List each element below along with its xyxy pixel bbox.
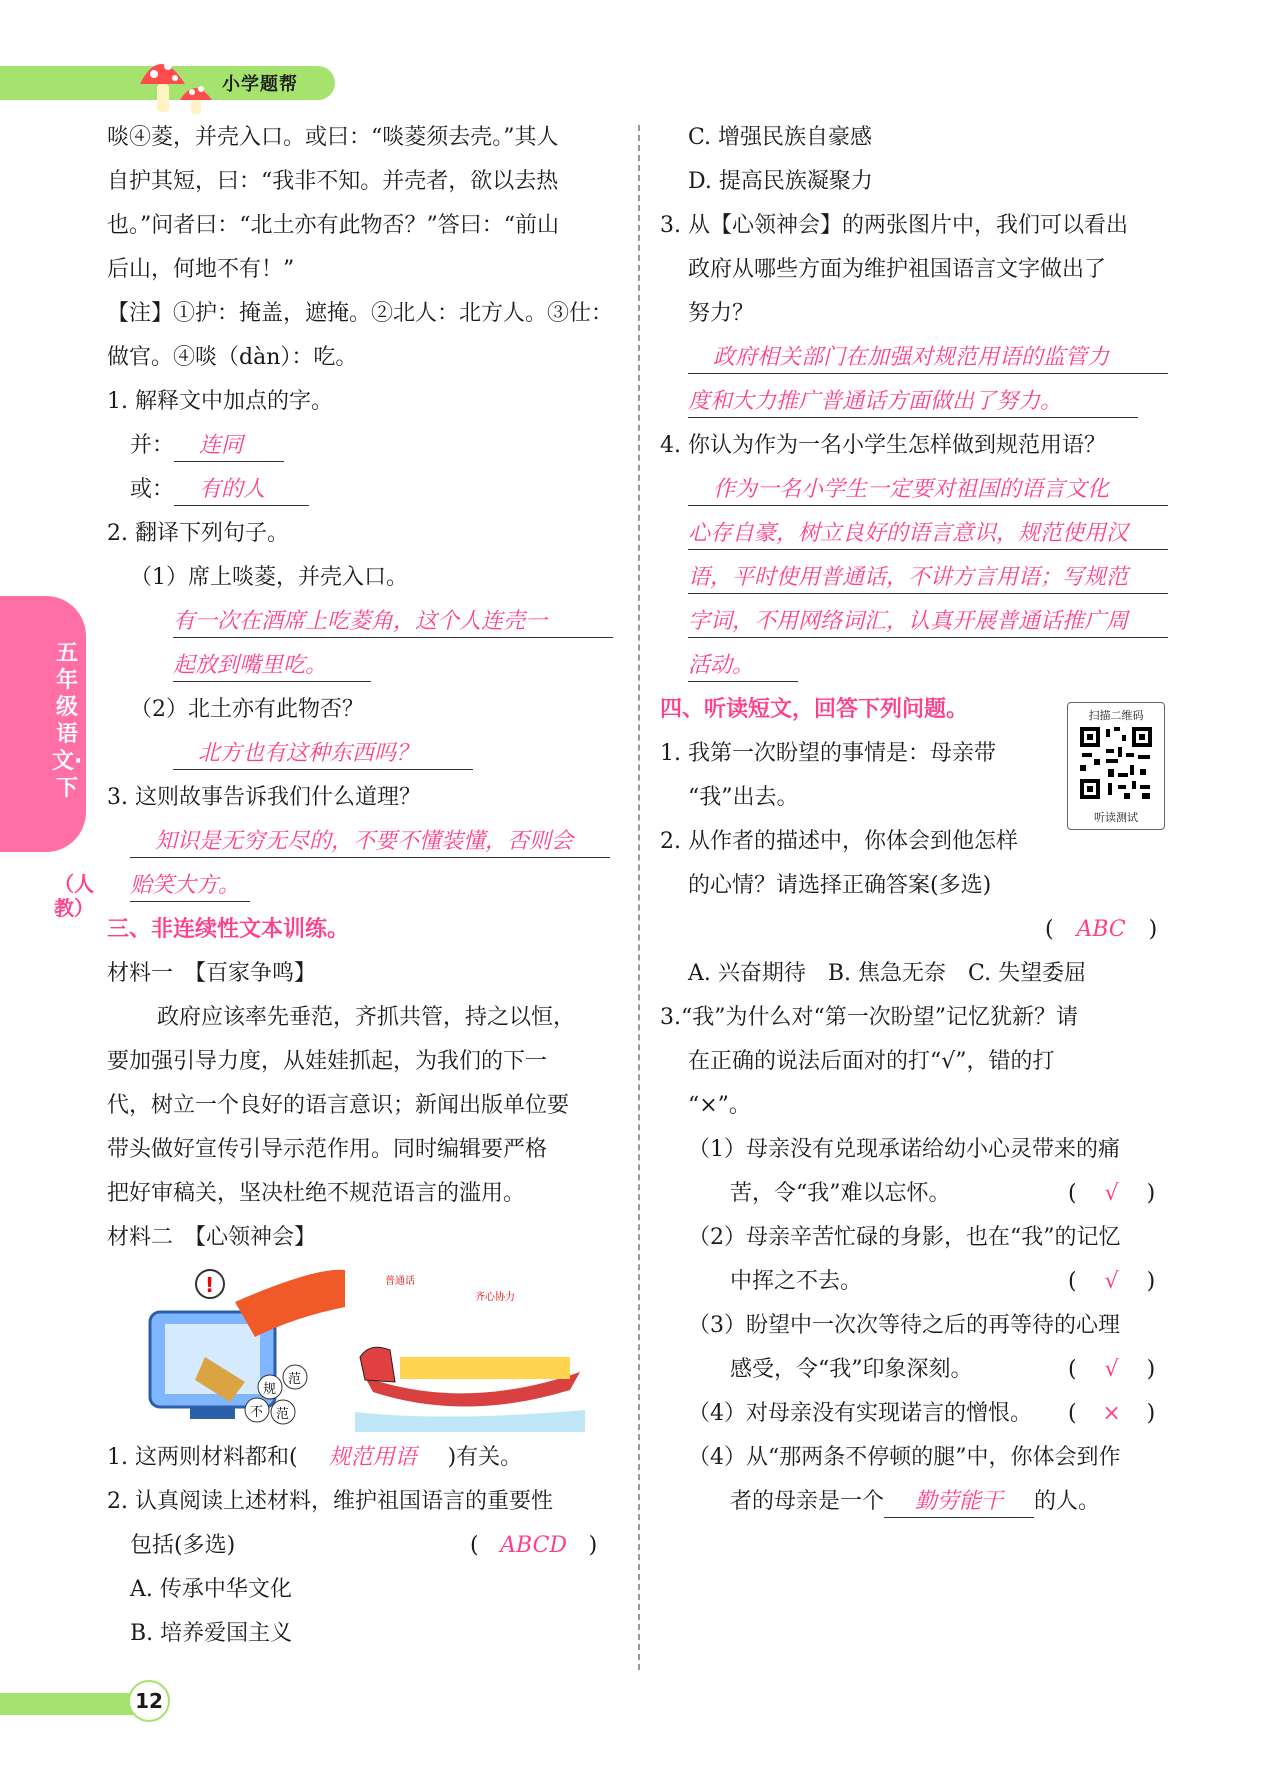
passage-line: 自护其短，曰：“我非不知。并壳者，欲以去热 — [107, 169, 559, 194]
note-line: 做官。④啖（dàn）：吃。 — [107, 345, 358, 370]
mq4-answer-line: 作为一名小学生一定要对祖国的语言文化 — [688, 475, 1168, 506]
huo-row — [130, 475, 309, 506]
judge-1-mark-row: ( √ ) — [1068, 1179, 1155, 1209]
lq3-line1: 3.“我”为什么对“第一次盼望”记忆犹新？请 — [660, 1005, 1078, 1030]
bing-row — [130, 431, 284, 462]
boat-label-2: 齐心协力 — [475, 1292, 515, 1303]
question-3-title: 3. 这则故事告诉我们什么道理？ — [107, 785, 421, 810]
answer-line — [688, 475, 1168, 506]
dragon-boat-illustration — [355, 1274, 585, 1432]
mq2-line1: 2. 认真阅读上述材料，维护祖国语言的重要性 — [107, 1489, 553, 1514]
mq1-post: )有关。 — [447, 1445, 523, 1470]
lq3-line3: “×”。 — [688, 1093, 751, 1118]
section-3-heading: 三、非连续性文本训练。 — [107, 917, 350, 942]
bing-answer: 连同 — [174, 431, 284, 462]
mq3-line3: 努力？ — [688, 301, 755, 326]
mq4-answer-line: 活动。 — [688, 651, 798, 682]
mq4-answer-line: 语，平时使用普通话，不讲方言用语；写规范 — [688, 563, 1168, 594]
judge-3-mark: √ — [1104, 1357, 1119, 1382]
material-1-line: 要加强引导力度，从娃娃抓起，为我们的下一 — [107, 1049, 548, 1074]
judge-4-mark: × — [1102, 1401, 1121, 1426]
question-1-title: 1. 解释文中加点的字。 — [107, 389, 333, 414]
boat-label-1: 普通话 — [385, 1276, 415, 1287]
answer-line — [688, 343, 1168, 374]
answer-line — [688, 607, 1168, 638]
pic-label-b: 范 — [288, 1372, 302, 1387]
pic-label-a: 规 — [263, 1382, 277, 1397]
lq1-line2: “我”出去。 — [688, 785, 799, 810]
note-line: 【注】①护：掩盖，遮掩。②北人：北方人。③仕： — [107, 301, 614, 326]
lq2-answer: ABC — [1076, 917, 1126, 942]
mq3-answer-line1: 政府相关部门在加强对规范用语的监管力 — [688, 343, 1168, 374]
qr-caption-bottom: 听读测试 — [1094, 811, 1138, 824]
lq2-line2: 的心情？请选择正确答案(多选) — [688, 873, 992, 898]
passage-line: 后山，何地不有！” — [107, 257, 295, 282]
judge-2-mark-row: ( √ ) — [1068, 1267, 1155, 1297]
mq2-option-c: C. 增强民族自豪感 — [688, 125, 873, 150]
lq4-answer: 勤劳能干 — [884, 1487, 1034, 1518]
answer-line — [688, 563, 1168, 594]
mq4-answer-line: 心存自豪，树立良好的语言意识，规范使用汉 — [688, 519, 1168, 550]
huo-answer: 有的人 — [174, 475, 309, 506]
judge-3-line2: 感受，令“我”印象深刻。 — [730, 1357, 973, 1382]
judge-2-mark: √ — [1104, 1269, 1119, 1294]
grade-label: 五年级语文·下 — [51, 641, 83, 801]
passage-line: 啖④菱，并壳入口。或曰：“啖菱须去壳。”其人 — [107, 125, 559, 150]
mq3-line2: 政府从哪些方面为维护祖国语言文字做出了 — [688, 257, 1107, 282]
sentence-2: （2）北土亦有此物否？ — [130, 697, 364, 722]
answer-line — [688, 519, 1168, 550]
mq2-line2: 包括(多选) — [130, 1533, 236, 1558]
question-2-title: 2. 翻译下列句子。 — [107, 521, 289, 546]
judge-1-mark: √ — [1104, 1181, 1119, 1206]
material-1-line: 代，树立一个良好的语言意识；新闻出版单位要 — [107, 1093, 570, 1118]
page-number: 12 — [128, 1680, 170, 1722]
translation-1-line2: 起放到嘴里吃。 — [173, 651, 371, 682]
judge-4-line1: （4）对母亲没有实现诺言的憎恨。 — [688, 1401, 1032, 1426]
lq4-pre: 者的母亲是一个 — [730, 1489, 885, 1514]
mq1-row — [107, 1443, 522, 1473]
lq4-post: 的人。 — [1034, 1489, 1101, 1514]
qr-caption-top: 扫描二维码 — [1088, 709, 1144, 722]
mq2-answer: ABCD — [500, 1533, 568, 1558]
lq4-line1: （4）从“那两条不停顿的腿”中，你体会到作 — [688, 1445, 1121, 1470]
passage-line: 也。”问者曰：“北土亦有此物否？”答曰：“前山 — [107, 213, 559, 238]
mq2-answer-row: ( ABCD ) — [470, 1531, 597, 1561]
answer-line — [173, 651, 371, 682]
answer-line — [130, 871, 250, 902]
lq4-row — [730, 1487, 1100, 1518]
huo-label: 或： — [130, 477, 175, 502]
pic-label-c: 不 — [250, 1405, 264, 1420]
brand-title: 小学题帮 — [222, 74, 298, 95]
material-1-line: 把好审稿关，坚决杜绝不规范语言的滥用。 — [107, 1181, 526, 1206]
judge-3-line1: （3）盼望中一次次等待之后的再等待的心理 — [688, 1313, 1120, 1338]
mq2-option-d: D. 提高民族凝聚力 — [688, 169, 873, 194]
lq1-line1: 1. 我第一次盼望的事情是：母亲带 — [660, 741, 996, 766]
judge-2-line1: （2）母亲辛苦忙碌的身影，也在“我”的记忆 — [688, 1225, 1121, 1250]
lq2-line1: 2. 从作者的描述中，你体会到他怎样 — [660, 829, 1018, 854]
material-1-line: 带头做好宣传引导示范作用。同时编辑要严格 — [107, 1137, 548, 1162]
translation-2: 北方也有这种东西吗？ — [173, 739, 473, 770]
moral-line1: 知识是无穷无尽的，不要不懂装懂，否则会 — [130, 827, 610, 858]
judge-1-line2: 苦，令“我”难以忘怀。 — [730, 1181, 951, 1206]
mq3-answer-line2: 度和大力推广普通话方面做出了努力。 — [688, 387, 1138, 418]
material-1-title: 材料一 【百家争鸣】 — [107, 961, 317, 986]
mq1-answer: 规范用语 — [328, 1445, 417, 1470]
bing-label: 并： — [130, 433, 175, 458]
monitor-broom-illustration — [150, 1270, 345, 1424]
judge-3-mark-row: ( √ ) — [1068, 1355, 1155, 1385]
material-2-title: 材料二 【心领神会】 — [107, 1225, 317, 1250]
judge-1-line1: （1）母亲没有兑现承诺给幼小心灵带来的痛 — [688, 1137, 1120, 1162]
mq2-option-b: B. 培养爱国主义 — [130, 1621, 293, 1646]
mq2-option-a: A. 传承中华文化 — [130, 1577, 292, 1602]
lq3-line2: 在正确的说法后面对的打“√”，错的打 — [688, 1049, 1055, 1074]
illustrations — [145, 1262, 585, 1432]
answer-line — [173, 739, 473, 770]
sentence-1: （1）席上啖菱，并壳入口。 — [130, 565, 408, 590]
pic-label-d: 范 — [276, 1407, 290, 1422]
qr-code-box[interactable] — [1067, 702, 1165, 830]
mq4-answer-line: 字词，不用网络词汇，认真开展普通话推广周 — [688, 607, 1168, 638]
answer-line — [130, 827, 610, 858]
mq3-line1: 3. 从【心领神会】的两张图片中，我们可以看出 — [660, 213, 1128, 238]
answer-line — [688, 387, 1138, 418]
mq4-title: 4. 你认为作为一名小学生怎样做到规范用语？ — [660, 433, 1106, 458]
section-4-heading: 四、听读短文，回答下列问题。 — [660, 697, 969, 722]
translation-1-line1: 有一次在酒席上吃菱角，这个人连壳一 — [173, 607, 613, 638]
svg-text:!: ! — [205, 1273, 215, 1297]
mq1-pre: 1. 这两则材料都和( — [107, 1445, 298, 1470]
material-1-line: 政府应该率先垂范，齐抓共管，持之以恒， — [157, 1005, 576, 1030]
lq2-answer-row: ( ABC ) — [1045, 915, 1157, 945]
lq2-options: A. 兴奋期待 B. 焦急无奈 C. 失望委屈 — [688, 961, 1087, 986]
column-divider — [638, 125, 640, 1670]
moral-line2: 贻笑大方。 — [130, 871, 250, 902]
judge-2-line2: 中挥之不去。 — [730, 1269, 863, 1294]
answer-line — [173, 607, 613, 638]
judge-4-mark-row: ( × ) — [1068, 1399, 1155, 1429]
qr-code-icon — [1078, 725, 1154, 801]
answer-line — [688, 651, 798, 682]
edition-label: （人教） — [54, 872, 94, 920]
